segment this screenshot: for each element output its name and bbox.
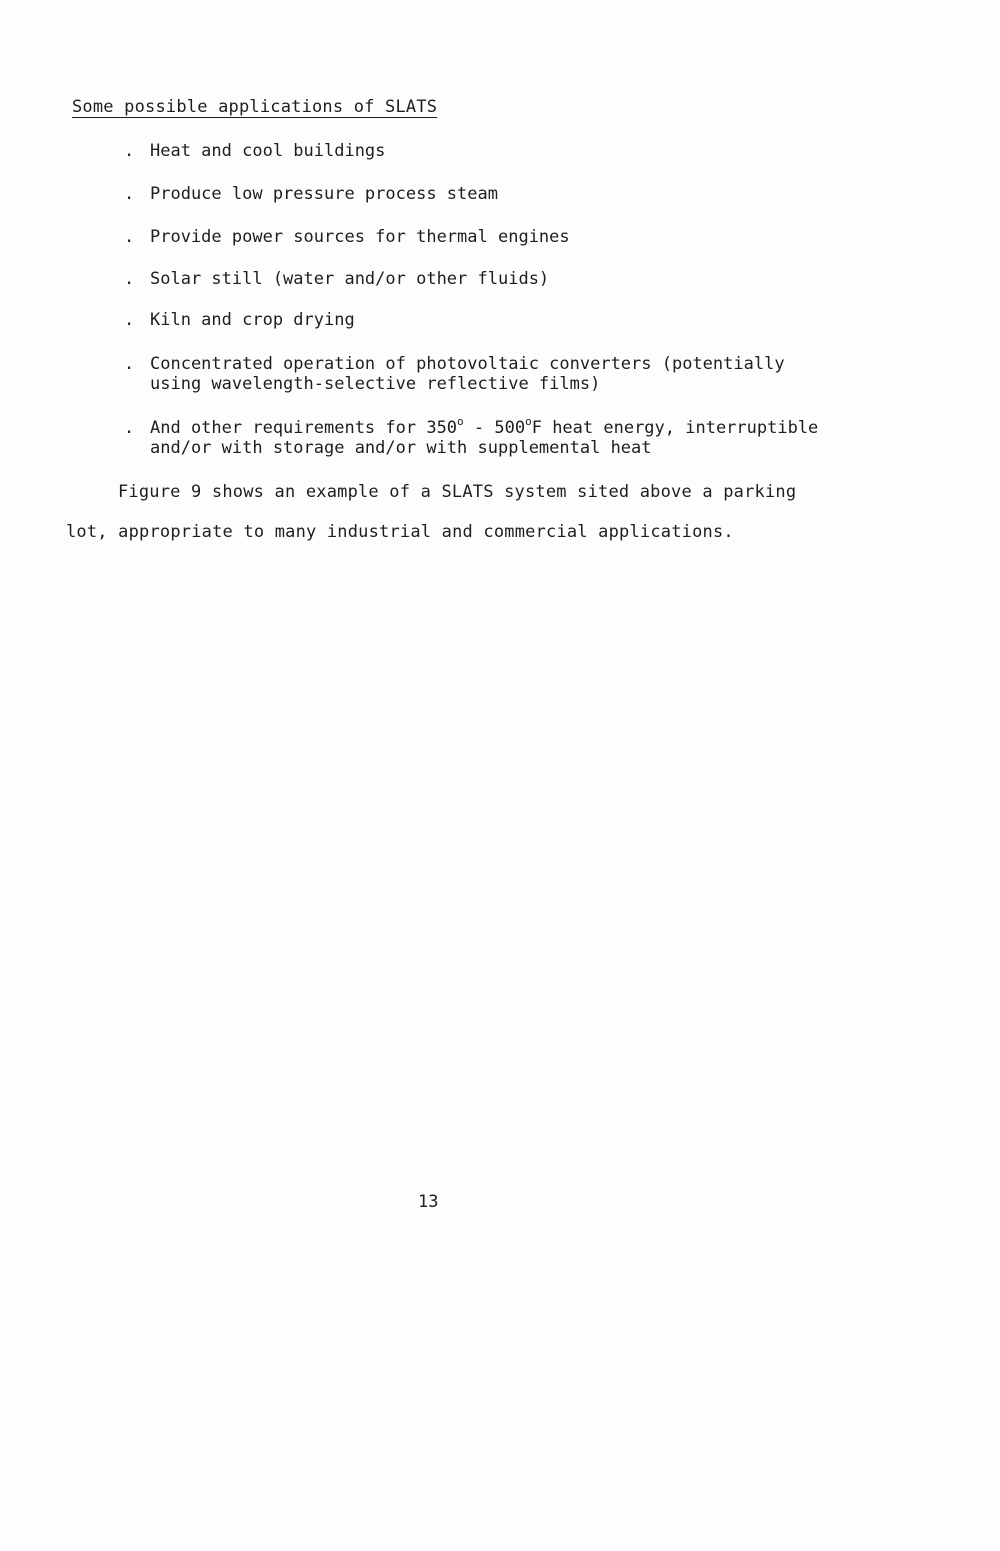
- bullet-marker: .: [124, 418, 135, 438]
- list-item-text: Produce low pressure process steam: [150, 184, 498, 204]
- list-item-line: and/or with storage and/or with supplemental heat: [150, 438, 652, 458]
- temperature-text: - 500: [463, 418, 526, 438]
- list-item-line: [150, 415, 819, 438]
- bullet-marker: .: [124, 310, 135, 330]
- degree-superscript: o: [525, 415, 532, 428]
- bullet-marker: .: [124, 227, 135, 247]
- list-item-text: Solar still (water and/or other fluids): [150, 269, 550, 289]
- list-item-text: Kiln and crop drying: [150, 310, 355, 330]
- paragraph-line: Figure 9 shows an example of a SLATS system sited above a parking: [118, 482, 797, 502]
- temperature-text: And other requirements for 350: [150, 418, 458, 438]
- section-heading: Some possible applications of SLATS: [72, 97, 438, 117]
- bullet-marker: .: [124, 184, 135, 204]
- page-number: 13: [418, 1192, 439, 1212]
- degree-superscript: o: [457, 415, 464, 428]
- list-item-line: using wavelength-selective reflective films): [150, 374, 601, 394]
- bullet-marker: .: [124, 354, 135, 374]
- temperature-text: F heat energy, interruptible: [531, 418, 819, 438]
- bullet-marker: .: [124, 269, 135, 289]
- list-item-line: Concentrated operation of photovoltaic converters (potentially: [150, 354, 785, 374]
- list-item-text: [150, 415, 819, 458]
- list-item-text: Provide power sources for thermal engines: [150, 227, 570, 247]
- list-item-text: [150, 354, 785, 394]
- bullet-marker: .: [124, 141, 135, 161]
- list-item-text: Heat and cool buildings: [150, 141, 386, 161]
- paragraph-line: lot, appropriate to many industrial and commercial applications.: [66, 522, 734, 542]
